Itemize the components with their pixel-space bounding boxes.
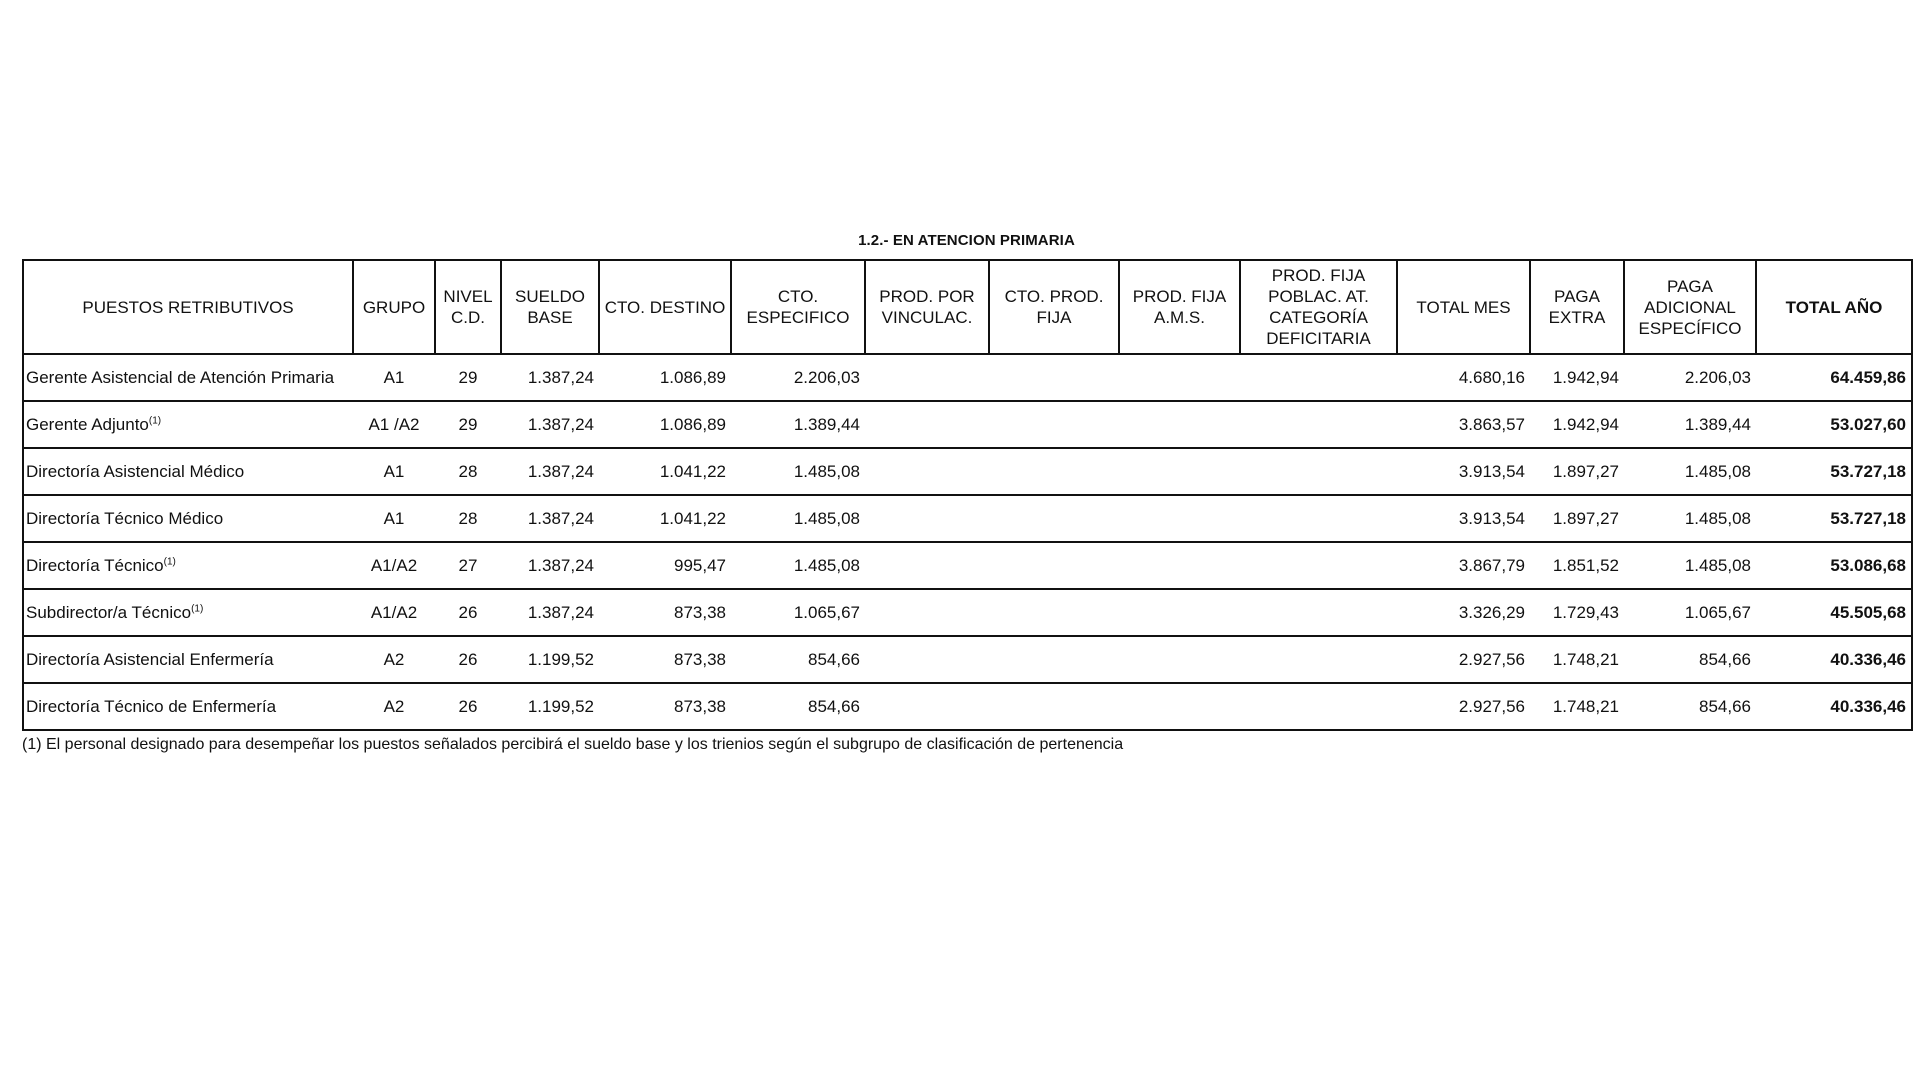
col-header-paga-adicional: PAGA ADICIONAL ESPECÍFICO bbox=[1624, 260, 1756, 354]
cell-grupo: A1 bbox=[353, 448, 435, 495]
cell-prod-fija-ams bbox=[1119, 401, 1240, 448]
cell-paga-adicional: 854,66 bbox=[1624, 636, 1756, 683]
cell-prod-fija-ams bbox=[1119, 542, 1240, 589]
cell-total-anio: 40.336,46 bbox=[1756, 683, 1912, 730]
cell-prod-fija-poblac bbox=[1240, 683, 1397, 730]
puesto-label: Directoría Técnico de Enfermería bbox=[26, 696, 277, 716]
cell-cto-especifico: 1.485,08 bbox=[731, 448, 865, 495]
cell-cto-prod-fija bbox=[989, 589, 1119, 636]
cell-paga-adicional: 1.485,08 bbox=[1624, 448, 1756, 495]
cell-cto-prod-fija bbox=[989, 683, 1119, 730]
cell-puesto bbox=[23, 589, 353, 636]
cell-cto-destino: 1.041,22 bbox=[599, 495, 731, 542]
cell-nivel: 27 bbox=[435, 542, 501, 589]
cell-total-anio: 53.727,18 bbox=[1756, 448, 1912, 495]
puesto-label: Directoría Técnico bbox=[26, 555, 164, 575]
cell-prod-fija-poblac bbox=[1240, 401, 1397, 448]
cell-cto-destino: 873,38 bbox=[599, 683, 731, 730]
footnote-ref: (1) bbox=[191, 602, 204, 614]
cell-puesto bbox=[23, 448, 353, 495]
cell-puesto bbox=[23, 683, 353, 730]
cell-grupo: A1/A2 bbox=[353, 589, 435, 636]
cell-grupo: A1/A2 bbox=[353, 542, 435, 589]
cell-puesto bbox=[23, 636, 353, 683]
cell-prod-vinculac bbox=[865, 589, 989, 636]
table-header-row bbox=[23, 260, 1912, 354]
cell-sueldo-base: 1.387,24 bbox=[501, 448, 599, 495]
col-header-cto-prod-fija: CTO. PROD. FIJA bbox=[989, 260, 1119, 354]
cell-total-mes: 3.913,54 bbox=[1397, 448, 1530, 495]
cell-cto-destino: 1.086,89 bbox=[599, 354, 731, 401]
cell-cto-especifico: 1.065,67 bbox=[731, 589, 865, 636]
cell-cto-especifico: 1.485,08 bbox=[731, 495, 865, 542]
cell-nivel: 26 bbox=[435, 636, 501, 683]
cell-total-anio: 53.086,68 bbox=[1756, 542, 1912, 589]
document-title: 1.2.- EN ATENCION PRIMARIA bbox=[858, 232, 1075, 249]
cell-cto-especifico: 1.485,08 bbox=[731, 542, 865, 589]
table-row bbox=[23, 636, 1912, 683]
table-row bbox=[23, 542, 1912, 589]
cell-cto-destino: 1.041,22 bbox=[599, 448, 731, 495]
cell-paga-extra: 1.942,94 bbox=[1530, 401, 1624, 448]
cell-sueldo-base: 1.387,24 bbox=[501, 354, 599, 401]
cell-puesto bbox=[23, 401, 353, 448]
cell-sueldo-base: 1.199,52 bbox=[501, 683, 599, 730]
cell-sueldo-base: 1.387,24 bbox=[501, 589, 599, 636]
col-header-total-anio: TOTAL AÑO bbox=[1756, 260, 1912, 354]
cell-puesto bbox=[23, 542, 353, 589]
cell-nivel: 28 bbox=[435, 448, 501, 495]
cell-total-mes: 4.680,16 bbox=[1397, 354, 1530, 401]
cell-prod-vinculac bbox=[865, 448, 989, 495]
col-header-total-mes: TOTAL MES bbox=[1397, 260, 1530, 354]
cell-prod-vinculac bbox=[865, 354, 989, 401]
cell-nivel: 29 bbox=[435, 354, 501, 401]
cell-prod-fija-poblac bbox=[1240, 354, 1397, 401]
cell-cto-prod-fija bbox=[989, 542, 1119, 589]
cell-cto-especifico: 854,66 bbox=[731, 683, 865, 730]
puesto-label: Subdirector/a Técnico bbox=[26, 602, 192, 622]
cell-total-anio: 64.459,86 bbox=[1756, 354, 1912, 401]
table-row bbox=[23, 495, 1912, 542]
cell-prod-fija-ams bbox=[1119, 589, 1240, 636]
puesto-label: Directoría Asistencial Médico bbox=[26, 461, 245, 481]
cell-cto-prod-fija bbox=[989, 354, 1119, 401]
cell-total-anio: 45.505,68 bbox=[1756, 589, 1912, 636]
cell-prod-fija-poblac bbox=[1240, 448, 1397, 495]
cell-cto-destino: 995,47 bbox=[599, 542, 731, 589]
cell-paga-adicional: 1.065,67 bbox=[1624, 589, 1756, 636]
cell-total-mes: 2.927,56 bbox=[1397, 683, 1530, 730]
cell-nivel: 26 bbox=[435, 683, 501, 730]
footnote-ref: (1) bbox=[163, 555, 176, 567]
cell-puesto bbox=[23, 495, 353, 542]
table-row bbox=[23, 354, 1912, 401]
cell-prod-vinculac bbox=[865, 636, 989, 683]
retribution-table bbox=[22, 259, 1913, 731]
footnote-ref: (1) bbox=[148, 414, 162, 426]
puesto-label: Directoría Técnico Médico bbox=[26, 508, 224, 528]
col-header-paga-extra: PAGA EXTRA bbox=[1530, 260, 1624, 354]
cell-nivel: 29 bbox=[435, 401, 501, 448]
col-header-puestos: PUESTOS RETRIBUTIVOS bbox=[23, 260, 353, 354]
cell-cto-prod-fija bbox=[989, 401, 1119, 448]
cell-total-mes: 2.927,56 bbox=[1397, 636, 1530, 683]
cell-prod-fija-ams bbox=[1119, 448, 1240, 495]
cell-prod-fija-ams bbox=[1119, 683, 1240, 730]
cell-cto-especifico: 2.206,03 bbox=[731, 354, 865, 401]
col-header-cto-destino: CTO. DESTINO bbox=[599, 260, 731, 354]
cell-total-mes: 3.326,29 bbox=[1397, 589, 1530, 636]
cell-grupo: A2 bbox=[353, 636, 435, 683]
cell-sueldo-base: 1.387,24 bbox=[501, 401, 599, 448]
cell-total-anio: 53.027,60 bbox=[1756, 401, 1912, 448]
cell-sueldo-base: 1.387,24 bbox=[501, 495, 599, 542]
cell-prod-fija-poblac bbox=[1240, 636, 1397, 683]
cell-total-mes: 3.863,57 bbox=[1397, 401, 1530, 448]
puesto-label: Gerente Adjunto bbox=[26, 414, 149, 434]
table-row bbox=[23, 683, 1912, 730]
cell-cto-destino: 873,38 bbox=[599, 636, 731, 683]
cell-paga-extra: 1.942,94 bbox=[1530, 354, 1624, 401]
cell-nivel: 28 bbox=[435, 495, 501, 542]
cell-prod-vinculac bbox=[865, 542, 989, 589]
cell-grupo: A1 /A2 bbox=[353, 401, 435, 448]
puesto-label: Gerente Asistencial de Atención Primaria bbox=[26, 367, 335, 387]
cell-sueldo-base: 1.387,24 bbox=[501, 542, 599, 589]
cell-prod-fija-ams bbox=[1119, 354, 1240, 401]
cell-paga-adicional: 2.206,03 bbox=[1624, 354, 1756, 401]
cell-total-mes: 3.913,54 bbox=[1397, 495, 1530, 542]
cell-paga-extra: 1.729,43 bbox=[1530, 589, 1624, 636]
col-header-prod-fija-ams: PROD. FIJA A.M.S. bbox=[1119, 260, 1240, 354]
cell-puesto bbox=[23, 354, 353, 401]
table-row bbox=[23, 401, 1912, 448]
footnote: (1) El personal designado para desempeñar los puestos señalados percibirá el sueldo base y los trienios según el subgrupo de clasificación de pertenencia bbox=[22, 736, 1124, 753]
cell-cto-prod-fija bbox=[989, 495, 1119, 542]
cell-paga-adicional: 1.389,44 bbox=[1624, 401, 1756, 448]
cell-cto-destino: 1.086,89 bbox=[599, 401, 731, 448]
cell-prod-fija-poblac bbox=[1240, 542, 1397, 589]
col-header-prod-vinculac: PROD. POR VINCULAC. bbox=[865, 260, 989, 354]
cell-paga-extra: 1.897,27 bbox=[1530, 495, 1624, 542]
cell-prod-vinculac bbox=[865, 401, 989, 448]
cell-prod-vinculac bbox=[865, 683, 989, 730]
cell-paga-adicional: 1.485,08 bbox=[1624, 542, 1756, 589]
cell-nivel: 26 bbox=[435, 589, 501, 636]
cell-cto-especifico: 1.389,44 bbox=[731, 401, 865, 448]
table-row bbox=[23, 448, 1912, 495]
col-header-grupo: GRUPO bbox=[353, 260, 435, 354]
cell-grupo: A1 bbox=[353, 495, 435, 542]
table-row bbox=[23, 589, 1912, 636]
cell-grupo: A2 bbox=[353, 683, 435, 730]
cell-paga-extra: 1.851,52 bbox=[1530, 542, 1624, 589]
cell-sueldo-base: 1.199,52 bbox=[501, 636, 599, 683]
cell-cto-prod-fija bbox=[989, 636, 1119, 683]
cell-paga-extra: 1.897,27 bbox=[1530, 448, 1624, 495]
cell-prod-vinculac bbox=[865, 495, 989, 542]
col-header-nivel: NIVEL C.D. bbox=[435, 260, 501, 354]
col-header-prod-fija-poblac: PROD. FIJA POBLAC. AT. CATEGORÍA DEFICITARIA bbox=[1240, 260, 1397, 354]
cell-prod-fija-ams bbox=[1119, 636, 1240, 683]
cell-cto-prod-fija bbox=[989, 448, 1119, 495]
col-header-sueldo-base: SUELDO BASE bbox=[501, 260, 599, 354]
cell-prod-fija-poblac bbox=[1240, 589, 1397, 636]
cell-paga-adicional: 1.485,08 bbox=[1624, 495, 1756, 542]
cell-paga-extra: 1.748,21 bbox=[1530, 683, 1624, 730]
cell-cto-destino: 873,38 bbox=[599, 589, 731, 636]
cell-total-anio: 40.336,46 bbox=[1756, 636, 1912, 683]
cell-prod-fija-ams bbox=[1119, 495, 1240, 542]
cell-total-mes: 3.867,79 bbox=[1397, 542, 1530, 589]
cell-total-anio: 53.727,18 bbox=[1756, 495, 1912, 542]
col-header-cto-especifico: CTO. ESPECIFICO bbox=[731, 260, 865, 354]
cell-cto-especifico: 854,66 bbox=[731, 636, 865, 683]
cell-prod-fija-poblac bbox=[1240, 495, 1397, 542]
cell-paga-adicional: 854,66 bbox=[1624, 683, 1756, 730]
cell-paga-extra: 1.748,21 bbox=[1530, 636, 1624, 683]
puesto-label: Directoría Asistencial Enfermería bbox=[26, 649, 274, 669]
cell-grupo: A1 bbox=[353, 354, 435, 401]
table-body bbox=[23, 354, 1912, 730]
